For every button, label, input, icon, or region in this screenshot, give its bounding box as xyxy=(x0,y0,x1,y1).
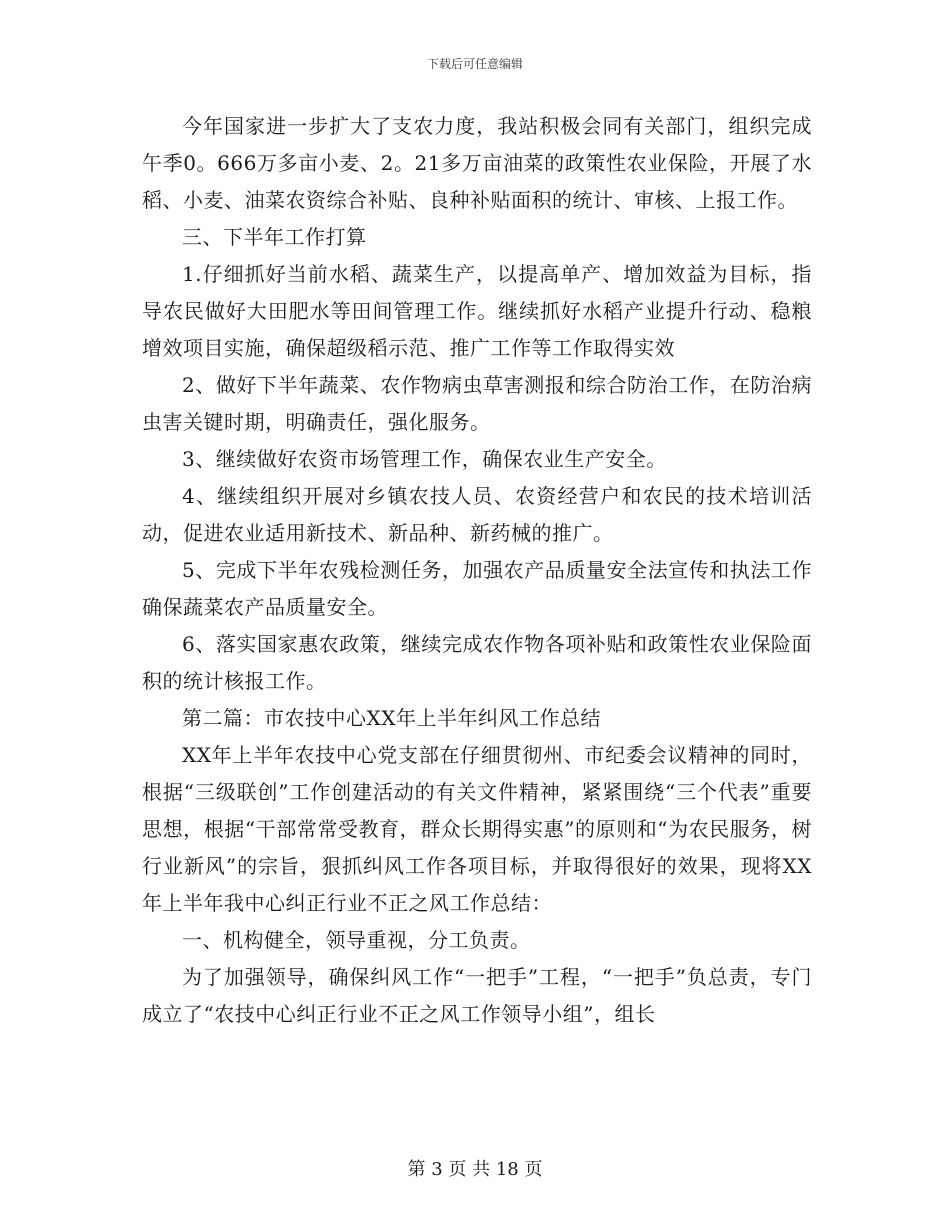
paragraph-intro-summary: XX年上半年农技中心党支部在仔细贯彻州、市纪委会议精神的同时，根据“三级联创”工作创建活动的有关文件精神，紧紧围绕“三个代表”重要思想，根据“干部常常受教育，群众长期得实惠”的原则和“为农民服务，树行业新风”的宗旨，狠抓纠风工作各项目标，并取得很好的效果，现将XX年上半年我中心纠正行业不正之风工作总结： xyxy=(142,743,812,915)
article-title-second: 第二篇：市农技中心XX年上半年纠风工作总结 xyxy=(182,706,601,730)
list-item-plan-3: 3、继续做好农资市场管理工作，确保农业生产安全。 xyxy=(182,447,667,471)
paragraph-insurance-work: 今年国家进一步扩大了支农力度，我站积极会同有关部门，组织完成午季0。666万多亩小麦、2。21多万亩油菜的政策性农业保险，开展了水稻、小麦、油菜农资综合补贴、良种补贴面积的统计、审核、上报工作。 xyxy=(142,114,812,212)
section-heading-organization: 一、机构健全，领导重视，分工负责。 xyxy=(182,928,531,952)
list-item-plan-4: 4、继续组织开展对乡镇农技人员、农资经营户和农民的技术培训活动，促进农业适用新技术、新品种、新药械的推广。 xyxy=(142,484,812,545)
page-header: 下载后可任意编辑 xyxy=(426,57,523,71)
paragraph-leadership: 为了加强领导，确保纠风工作“一把手”工程，“一把手”负总责，专门成立了“农技中心纠正行业不正之风工作领导小组”，组长 xyxy=(142,965,812,1026)
section-heading-second-half-plan: 三、下半年工作打算 xyxy=(182,225,367,249)
list-item-plan-2: 2、做好下半年蔬菜、农作物病虫草害测报和综合防治工作，在防治病虫害关键时期，明确责任，强化服务。 xyxy=(142,373,812,434)
document-body xyxy=(142,108,812,1033)
list-item-plan-5: 5、完成下半年农残检测任务，加强农产品质量安全法宣传和执法工作确保蔬菜农产品质量安全。 xyxy=(142,558,812,619)
list-item-plan-6: 6、落实国家惠农政策，继续完成农作物各项补贴和政策性农业保险面积的统计核报工作。 xyxy=(142,632,812,693)
page-number-footer: 第 3 页 共 18 页 xyxy=(407,1159,543,1180)
list-item-plan-1: 1.仔细抓好当前水稻、蔬菜生产，以提高单产、增加效益为目标，指导农民做好大田肥水等田间管理工作。继续抓好水稻产业提升行动、稳粮增效项目实施，确保超级稻示范、推广工作等工作取得实效 xyxy=(142,262,812,360)
